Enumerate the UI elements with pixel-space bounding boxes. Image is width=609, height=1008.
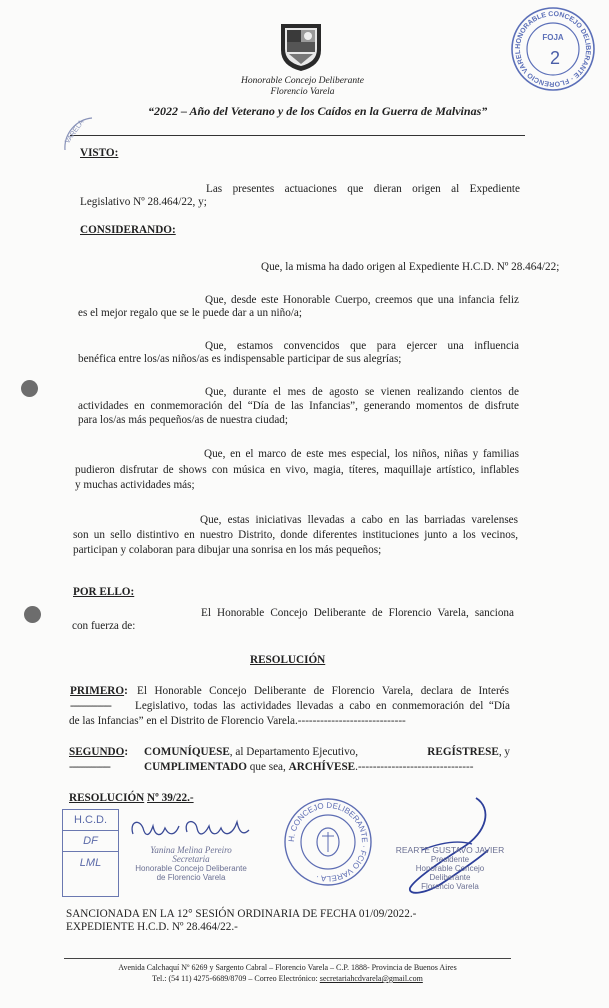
por-ello-heading: POR ELLO: — [73, 586, 135, 598]
institution-city: Florencio Varela — [270, 87, 335, 97]
president-body: Honorable Concejo Deliberante — [415, 864, 485, 882]
sanction-line2: EXPEDIENTE H.C.D. Nº 28.464/22.- — [66, 921, 238, 933]
president-role: Presidente — [430, 855, 470, 864]
considerando-heading: CONSIDERANDO: — [80, 224, 176, 236]
hcd-stamp-initials-2: LML — [79, 857, 102, 869]
primero-dashes: --------------- — [70, 700, 111, 712]
hcd-stamp — [62, 809, 119, 897]
crest-logo — [279, 22, 323, 72]
footer-phone: Tel.: (54 11) 4275-6689/8709 – Correo Electrónico: — [152, 974, 320, 983]
seal-ring-text: H. CONCEJO DELIBERANTE · FCIO VARELA · — [286, 800, 370, 884]
official-seal — [282, 796, 374, 888]
resolution-number: Nº 39/22.- — [147, 792, 194, 804]
visto-heading: VISTO: — [80, 147, 119, 159]
president-city: Florencio Varela — [421, 882, 479, 891]
considerando-p6-l3: participan y colaboran para dibujar una sonrisa en los más pequeños; — [73, 544, 382, 556]
primero-line2: Legislativo, todas las actividades llevadas a cabo en conmemoración del “Día — [135, 700, 510, 712]
resolution-number-label: RESOLUCIÓN — [69, 792, 145, 804]
segundo-dashes: --------------- — [69, 761, 110, 773]
por-ello-line2: con fuerza de: — [72, 620, 136, 632]
considerando-p5-l1: Que, en el marco de este mes especial, los niños, niñas y familias — [204, 448, 519, 460]
folio-ring-text: HONORABLE CONCEJO DELIBERANTE · FLORENCIO VAREL — [514, 10, 592, 88]
year-motto: “2022 – Año del Veterano y de los Caídos en la Guerra de Malvinas” — [148, 104, 488, 118]
visto-line1: Las presentes actuaciones que dieran origen al Expediente — [206, 183, 520, 195]
considerando-p4-l2: actividades en conmemoración del “Día de las Infancias”, generando momentos de disfrute — [78, 400, 519, 412]
segundo-text2: , y — [498, 746, 510, 758]
primero-line1: El Honorable Concejo Deliberante de Florencio Varela, declara de Interés — [137, 685, 509, 697]
footer-address: Avenida Calchaquí Nº 6269 y Sargento Cabral – Florencio Varela – C.P. 1888- Provincia de Buenos Aires — [118, 963, 457, 972]
side-stamp-text: VARELA — [64, 118, 86, 146]
considerando-p1: Que, la misma ha dado origen al Expediente H.C.D. Nº 28.464/22; — [261, 261, 560, 273]
secretary-city: de Florencio Varela — [156, 873, 226, 882]
footer-rule — [64, 958, 511, 959]
secretary-role: Secretaria — [172, 854, 210, 864]
considerando-p5-l3: y muchas actividades más; — [75, 479, 195, 491]
hcd-stamp-initials-1: DF — [63, 831, 118, 852]
segundo-cumplimentado: CUMPLIMENTADO — [144, 761, 247, 773]
folio-label: FOJA — [542, 33, 564, 42]
president-name: REARTE GUSTAVO JAVIER — [395, 845, 505, 855]
segundo-text1: , al Departamento Ejecutivo, — [229, 746, 359, 758]
punch-hole-bottom — [24, 606, 41, 623]
footer-email[interactable]: secretariahcdvarela@gmail.com — [319, 974, 423, 983]
considerando-p4-l1: Que, durante el mes de agosto se vienen realizando cientos de — [205, 386, 519, 398]
segundo-registrese: REGÍSTRESE — [427, 746, 499, 758]
institution-name: Honorable Concejo Deliberante — [241, 76, 364, 86]
considerando-p4-l3: para los/as más pequeños/as de nuestra ciudad; — [78, 414, 289, 426]
primero-colon: : — [124, 685, 128, 697]
folio-stamp — [508, 6, 598, 92]
considerando-p3-l1: Que, estamos convencidos que para ejercer una influencia — [205, 340, 519, 352]
segundo-comuniquese: COMUNÍQUESE — [144, 746, 230, 758]
secretary-signature — [125, 812, 255, 848]
considerando-p2-l1: Que, desde este Honorable Cuerpo, creemos que una infancia feliz — [205, 294, 519, 306]
segundo-text4: .------------------------------- — [355, 761, 474, 773]
considerando-p6-l2: son un sello distintivo en nuestro Distrito, donde diferentes instituciones junto a los vecinos, — [73, 529, 518, 541]
punch-hole-top — [21, 380, 38, 397]
hcd-stamp-title: H.C.D. — [63, 810, 118, 831]
primero-label: PRIMERO — [70, 685, 125, 697]
segundo-text3: que sea, — [249, 761, 286, 773]
considerando-p5-l2: pudieron disfrutar de shows con música en vivo, magia, títeres, maquillaje artístico, inflables — [75, 464, 519, 476]
por-ello-line1: El Honorable Concejo Deliberante de Florencio Varela, sanciona — [201, 607, 514, 619]
resolution-title: RESOLUCIÓN — [250, 654, 326, 666]
secretary-body: Honorable Concejo Deliberante — [135, 864, 247, 873]
primero-line3: de las Infancias” en el Distrito de Florencio Varela.----------------------------- — [69, 715, 406, 727]
segundo-colon: : — [124, 746, 129, 758]
considerando-p2-l2: es el mejor regalo que se le puede dar a un niño/a; — [78, 307, 302, 319]
visto-line2: Legislativo Nº 28.464/22, y; — [80, 196, 207, 208]
secretary-name: Yanina Melina Pereiro — [150, 845, 232, 855]
folio-number: 2 — [549, 48, 561, 68]
segundo-archivese: ARCHÍVESE — [288, 761, 356, 773]
considerando-p3-l2: benéfica entre los/as niños/as es indispensable participar de sus alegrías; — [78, 353, 402, 365]
sanction-line1: SANCIONADA EN LA 12° SESIÓN ORDINARIA DE FECHA 01/09/2022.- — [66, 908, 417, 920]
segundo-label: SEGUNDO — [69, 746, 125, 758]
considerando-p6-l1: Que, estas iniciativas llevadas a cabo en las barriadas varelenses — [200, 514, 518, 526]
header-rule — [70, 135, 525, 136]
